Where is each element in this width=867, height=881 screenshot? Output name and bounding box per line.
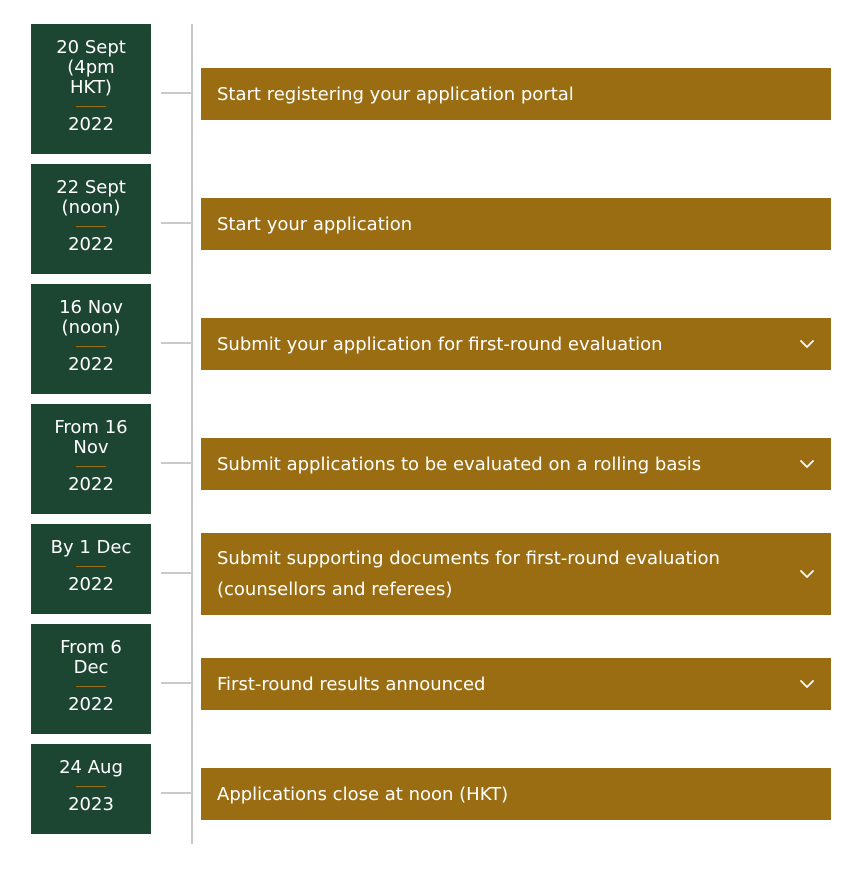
date-box	[31, 624, 151, 734]
event-accordion-toggle[interactable]	[201, 658, 831, 710]
date-box	[31, 24, 151, 154]
event-bar	[201, 768, 831, 820]
event-accordion-toggle[interactable]	[201, 438, 831, 490]
event-title: Start registering your application portal	[217, 83, 574, 105]
timeline-connector	[161, 462, 191, 464]
timeline-connector	[161, 222, 191, 224]
date-divider	[76, 786, 106, 787]
event-bar	[201, 198, 831, 250]
date-divider	[76, 346, 106, 347]
timeline-connector	[161, 792, 191, 794]
timeline-connector	[161, 342, 191, 344]
event-bar	[201, 68, 831, 120]
date-year: 2022	[68, 114, 114, 135]
date-divider	[76, 466, 106, 467]
date-label: From 6 Dec	[60, 637, 122, 678]
date-year: 2022	[68, 694, 114, 715]
date-label: 22 Sept (noon)	[56, 177, 126, 218]
event-title: Applications close at noon (HKT)	[217, 783, 509, 805]
event-title: Submit your application for first-round evaluation	[217, 333, 663, 355]
event-accordion-toggle[interactable]	[201, 533, 831, 615]
event-accordion-toggle[interactable]	[201, 318, 831, 370]
date-divider	[76, 106, 106, 107]
date-year: 2022	[68, 474, 114, 495]
timeline-connector	[161, 92, 191, 94]
event-title: Start your application	[217, 213, 413, 235]
timeline-spine	[191, 24, 193, 844]
date-box	[31, 744, 151, 834]
date-year: 2023	[68, 794, 114, 815]
date-label: 20 Sept (4pm HKT)	[56, 37, 126, 98]
chevron-down-icon[interactable]	[799, 459, 815, 469]
chevron-down-icon[interactable]	[799, 339, 815, 349]
timeline-connector	[161, 572, 191, 574]
date-year: 2022	[68, 574, 114, 595]
date-divider	[76, 226, 106, 227]
event-title: Submit applications to be evaluated on a rolling basis	[217, 453, 702, 475]
date-label: 16 Nov (noon)	[59, 297, 123, 338]
date-label: By 1 Dec	[50, 537, 132, 558]
date-label: From 16 Nov	[54, 417, 128, 458]
timeline-connector	[161, 682, 191, 684]
chevron-down-icon[interactable]	[799, 679, 815, 689]
event-title: First-round results announced	[217, 673, 486, 695]
date-box	[31, 164, 151, 274]
chevron-down-icon[interactable]	[799, 569, 815, 579]
date-year: 2022	[68, 234, 114, 255]
date-box	[31, 284, 151, 394]
event-title: Submit supporting documents for first-round evaluation (counsellors and referees)	[217, 548, 720, 600]
date-label: 24 Aug	[59, 757, 123, 778]
date-divider	[76, 566, 106, 567]
date-box	[31, 524, 151, 614]
date-box	[31, 404, 151, 514]
date-year: 2022	[68, 354, 114, 375]
date-divider	[76, 686, 106, 687]
